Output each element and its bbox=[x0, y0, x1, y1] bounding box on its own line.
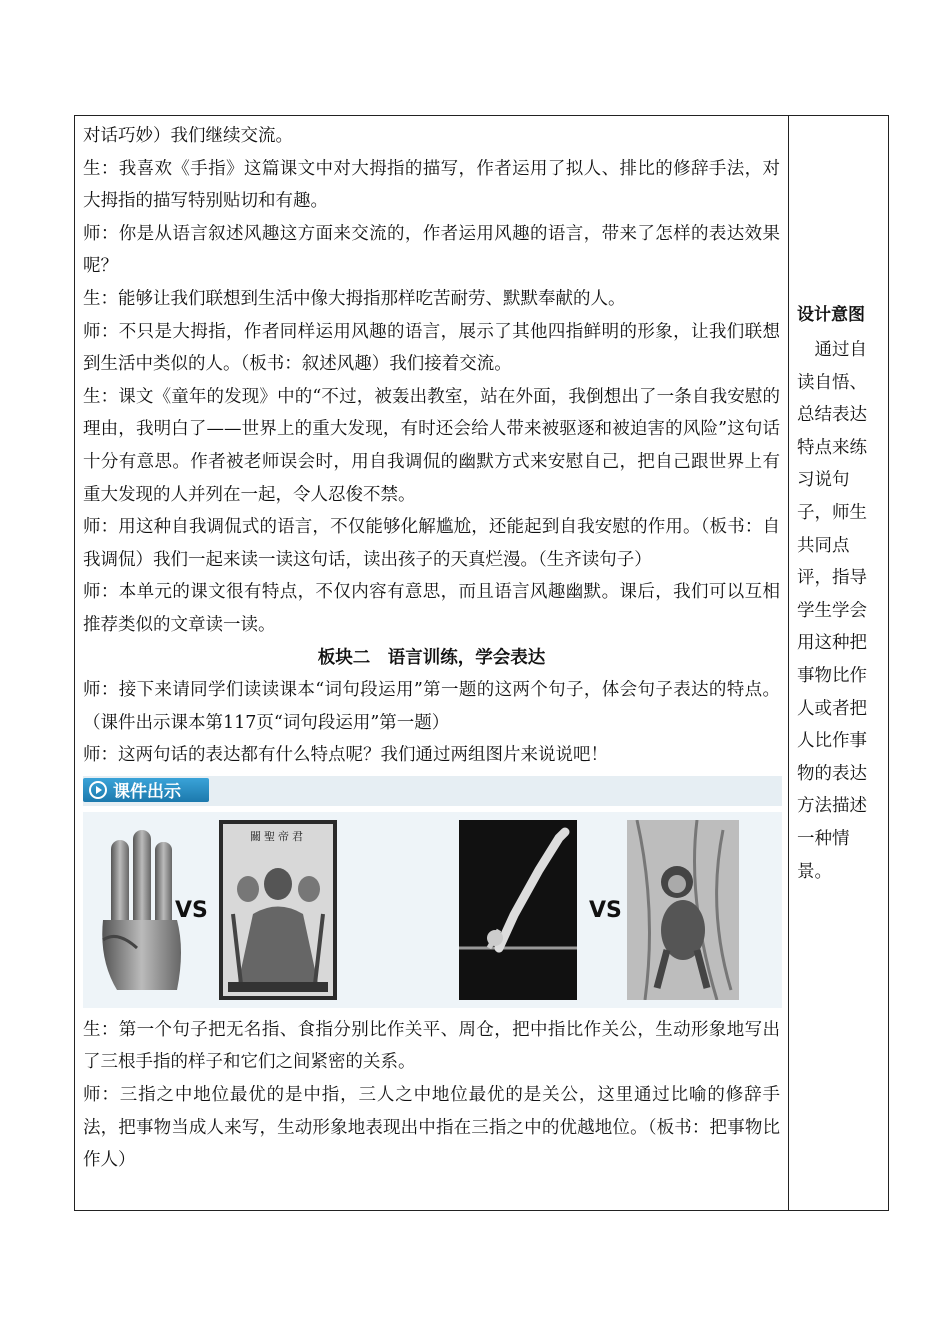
play-icon bbox=[89, 781, 107, 799]
picture-strip bbox=[83, 812, 782, 1008]
guan-gong-image bbox=[219, 820, 337, 1000]
paragraph: 师：接下来请同学们读读课本“词句段运用”第一题的这两个句子，体会句子表达的特点。（课件出示课本第117页“词句段运用”第一题） bbox=[83, 680, 780, 733]
paragraph: 师：这两句话的表达都有什么特点呢？我们通过两组图片来说说吧！ bbox=[83, 745, 608, 766]
paragraph: 师：不只是大拇指，作者同样运用风趣的语言，展示了其他四指鲜明的形象，让我们联想到生活中类似的人。（板书：叙述风趣）我们接着交流。 bbox=[83, 321, 780, 375]
plaque-text: 關聖帝君 bbox=[250, 829, 306, 843]
paragraph: 生：我喜欢《手指》这篇课文中对大拇指的描写，作者运用了拟人、排比的修辞手法，对大拇指的描写特别贴切和有趣。 bbox=[83, 158, 780, 212]
paragraph: 师：本单元的课文很有特点，不仅内容有意思，而且语言风趣幽默。课后，我们可以互相推荐类似的文章读一读。 bbox=[83, 582, 780, 635]
paragraph: 生：第一个句子把无名指、食指分别比作关平、周仓，把中指比作关公，生动形象地写出了三根手指的样子和它们之间紧密的关系。 bbox=[83, 1019, 780, 1073]
courseware-label: 课件出示 bbox=[113, 782, 181, 803]
design-intent-column bbox=[789, 116, 888, 1210]
courseware-banner bbox=[83, 776, 782, 806]
paragraph: 师：三指之中地位最优的是中指，三人之中地位最优的是关公，这里通过比喻的修辞手法，把事物当成人来写，生动形象地表现出中指在三指之中的优越地位。（板书：把事物比作人） bbox=[83, 1085, 780, 1171]
paragraph: 生：能够让我们联想到生活中像大拇指那样吃苦耐劳、默默奉献的人。 bbox=[83, 288, 626, 309]
paragraph: 师：你是从语言叙述风趣这方面来交流的，作者运用风趣的语言，带来了怎样的表达效果呢？ bbox=[83, 223, 780, 277]
section-heading: 板块二 语言训练，学会表达 bbox=[317, 647, 546, 668]
vs-label-right: VS bbox=[589, 897, 622, 923]
monkey-image bbox=[627, 820, 739, 1000]
courseware-tab bbox=[83, 778, 209, 802]
lesson-content-column bbox=[75, 116, 789, 1210]
paragraph: 生：课文《童年的发现》中的“不过，被轰出教室，站在外面，我倒想出了一条自我安慰的理由，我明白了——世界上的重大发现，有时还会给人带来被驱逐和被迫害的风险”这句话十分有意思。作者被老师误会时，用自我调侃的幽默方式来安慰自己，把自己跟世界上有重大发现的人并列在一起，令人忍俊不禁。 bbox=[83, 386, 780, 505]
gymnast-image bbox=[459, 820, 577, 1000]
paragraph: 师：用这种自我调侃式的语言，不仅能够化解尴尬，还能起到自我安慰的作用。（板书：自我调侃）我们一起来读一读这句话，读出孩子的天真烂漫。（生齐读句子） bbox=[83, 517, 780, 570]
paragraph: 对话巧妙）我们继续交流。 bbox=[83, 126, 293, 146]
design-intent-text: 通过自读自悟、总结表达特点来练习说句子，师生共同点评，指导学生学会用这种把事物比作人或者把人比作事物的表达方法描述一种情景。 bbox=[797, 340, 867, 882]
three-fingers-image bbox=[97, 830, 185, 996]
vs-label-left: VS bbox=[175, 897, 208, 923]
lesson-table bbox=[74, 115, 889, 1211]
design-intent-title: 设计意图 bbox=[797, 305, 865, 325]
